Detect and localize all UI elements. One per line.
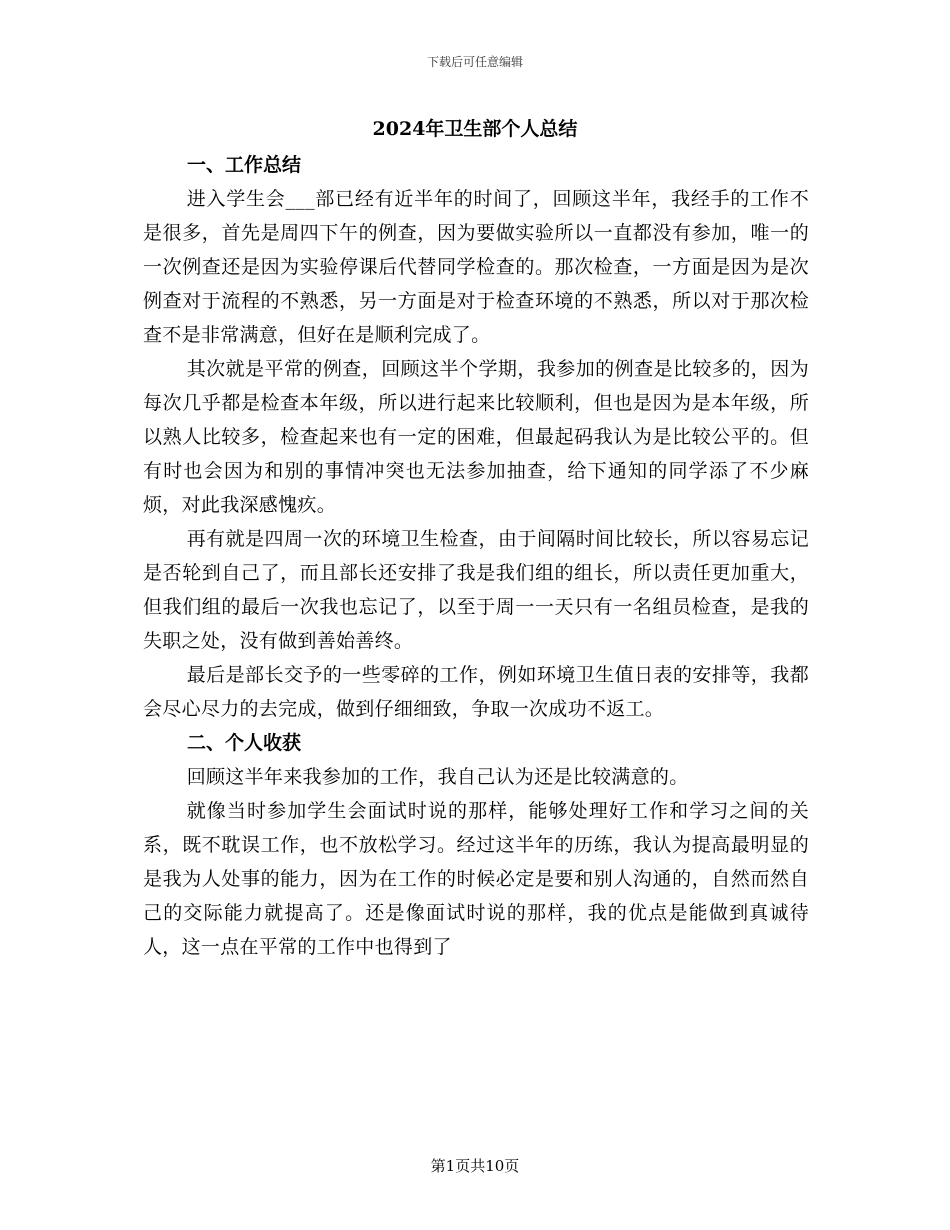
paragraph: 再有就是四周一次的环境卫生检查，由于间隔时间比较长，所以容易忘记是否轮到自己了，而且部长还安排了我是我们组的组长，所以责任更加重大，但我们组的最后一次我也忘记了，以至于周一一天只有一名组员检查，是我的失职之处，没有做到善始善终。 — [143, 528, 809, 652]
page-header-note: 下载后可任意编辑 — [426, 55, 523, 69]
paragraph: 其次就是平常的例查，回顾这半个学期，我参加的例查是比较多的，因为每次几乎都是检查本年级，所以进行起来比较顺利，但也是因为是本年级，所以熟人比较多，检查起来也有一定的困难，但最起码我认为是比较公平的。但有时也会因为和别的事情冲突也无法参加抽查，给下通知的同学添了不少麻烦，对此我深感愧疚。 — [143, 358, 809, 516]
section-work-summary — [143, 148, 809, 726]
document-body — [143, 148, 809, 964]
page-number-footer: 第1页共10页 — [430, 1157, 520, 1175]
paragraph: 最后是部长交予的一些零碎的工作，例如环境卫生值日表的安排等，我都会尽心尽力的去完成，做到仔细细致，争取一次成功不返工。 — [143, 664, 809, 720]
section-personal-gains — [143, 726, 809, 964]
paragraph: 进入学生会___部已经有近半年的时间了，回顾这半年，我经手的工作不是很多，首先是周四下午的例查，因为要做实验所以一直都没有参加，唯一的一次例查还是因为实验停课后代替同学检查的。那次检查，一方面是因为是次例查对于流程的不熟悉，另一方面是对于检查环境的不熟悉，所以对于那次检查不是非常满意，但好在是顺利完成了。 — [143, 188, 809, 346]
section-heading: 一、工作总结 — [187, 154, 302, 176]
section-heading: 二、个人收获 — [187, 732, 302, 754]
paragraph: 回顾这半年来我参加的工作，我自己认为还是比较满意的。 — [186, 766, 689, 788]
document-title: 2024年卫生部个人总结 — [372, 118, 578, 140]
paragraph: 就像当时参加学生会面试时说的那样，能够处理好工作和学习之间的关系，既不耽误工作，也不放松学习。经过这半年的历练，我认为提高最明显的是我为人处事的能力，因为在工作的时候必定是要和别人沟通的，自然而然自己的交际能力就提高了。还是像面试时说的那样，我的优点是能做到真诚待人，这一点在平常的工作中也得到了 — [143, 800, 809, 958]
